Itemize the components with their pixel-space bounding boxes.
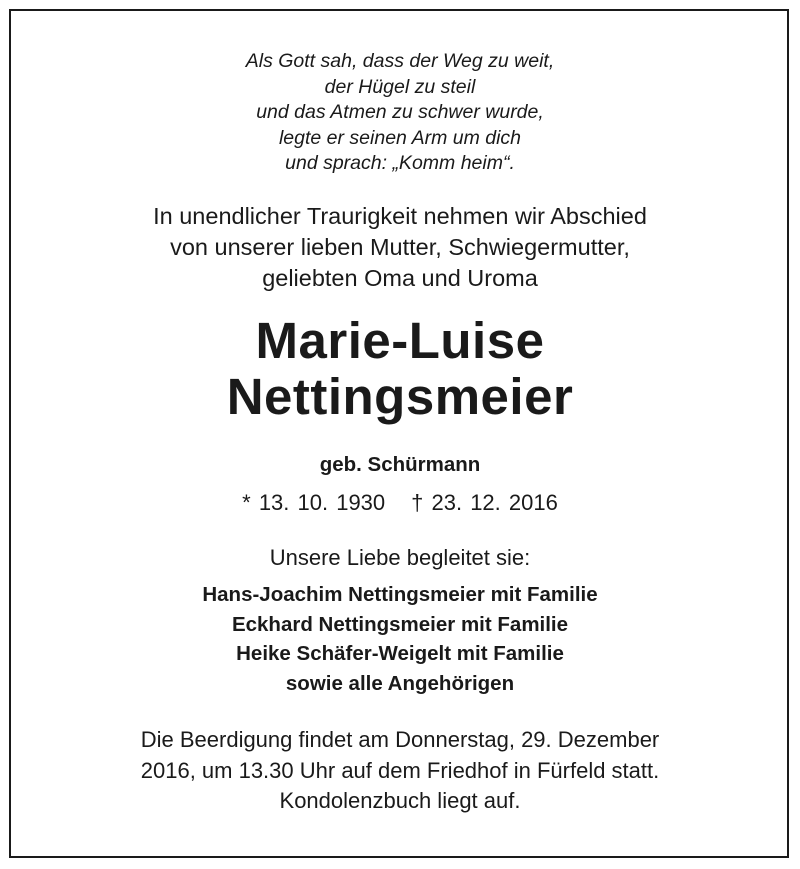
poem-line: und sprach: „Komm heim“. bbox=[285, 152, 515, 174]
deceased-name bbox=[0, 313, 800, 425]
birth-date: * 13. 10. 1930 bbox=[242, 490, 386, 515]
last-name: Nettingsmeier bbox=[226, 368, 574, 425]
maiden-name: geb. Schürmann bbox=[319, 453, 481, 476]
death-date: † 23. 12. 2016 bbox=[411, 490, 558, 515]
mourner: Heike Schäfer-Weigelt mit Familie bbox=[236, 642, 564, 665]
poem-line: Als Gott sah, dass der Weg zu weit, bbox=[245, 50, 555, 72]
farewell-intro bbox=[0, 201, 800, 294]
funeral-line: 2016, um 13.30 Uhr auf dem Friedhof in Fürfeld statt. bbox=[140, 757, 660, 783]
intro-line: von unserer lieben Mutter, Schwiegermutter, bbox=[170, 234, 630, 260]
intro-line: geliebten Oma und Uroma bbox=[262, 265, 538, 291]
intro-line: In unendlicher Traurigkeit nehmen wir Abschied bbox=[153, 203, 647, 229]
first-name: Marie-Luise bbox=[255, 312, 545, 369]
poem-line: und das Atmen zu schwer wurde, bbox=[256, 101, 544, 123]
funeral-info bbox=[0, 725, 800, 817]
poem bbox=[0, 49, 800, 177]
poem-line: legte er seinen Arm um dich bbox=[278, 126, 522, 149]
poem-line: der Hügel zu steil bbox=[324, 75, 476, 98]
mourners-list bbox=[0, 580, 800, 698]
mourner: Hans-Joachim Nettingsmeier mit Familie bbox=[202, 583, 598, 606]
life-dates bbox=[0, 488, 800, 518]
mourner: sowie alle Angehörigen bbox=[285, 671, 515, 695]
mourner: Eckhard Nettingsmeier mit Familie bbox=[231, 612, 569, 636]
love-line: Unsere Liebe begleitet sie: bbox=[269, 545, 531, 570]
funeral-line: Kondolenzbuch liegt auf. bbox=[279, 788, 521, 813]
funeral-line: Die Beerdigung findet am Donnerstag, 29. Dezember bbox=[140, 727, 660, 752]
